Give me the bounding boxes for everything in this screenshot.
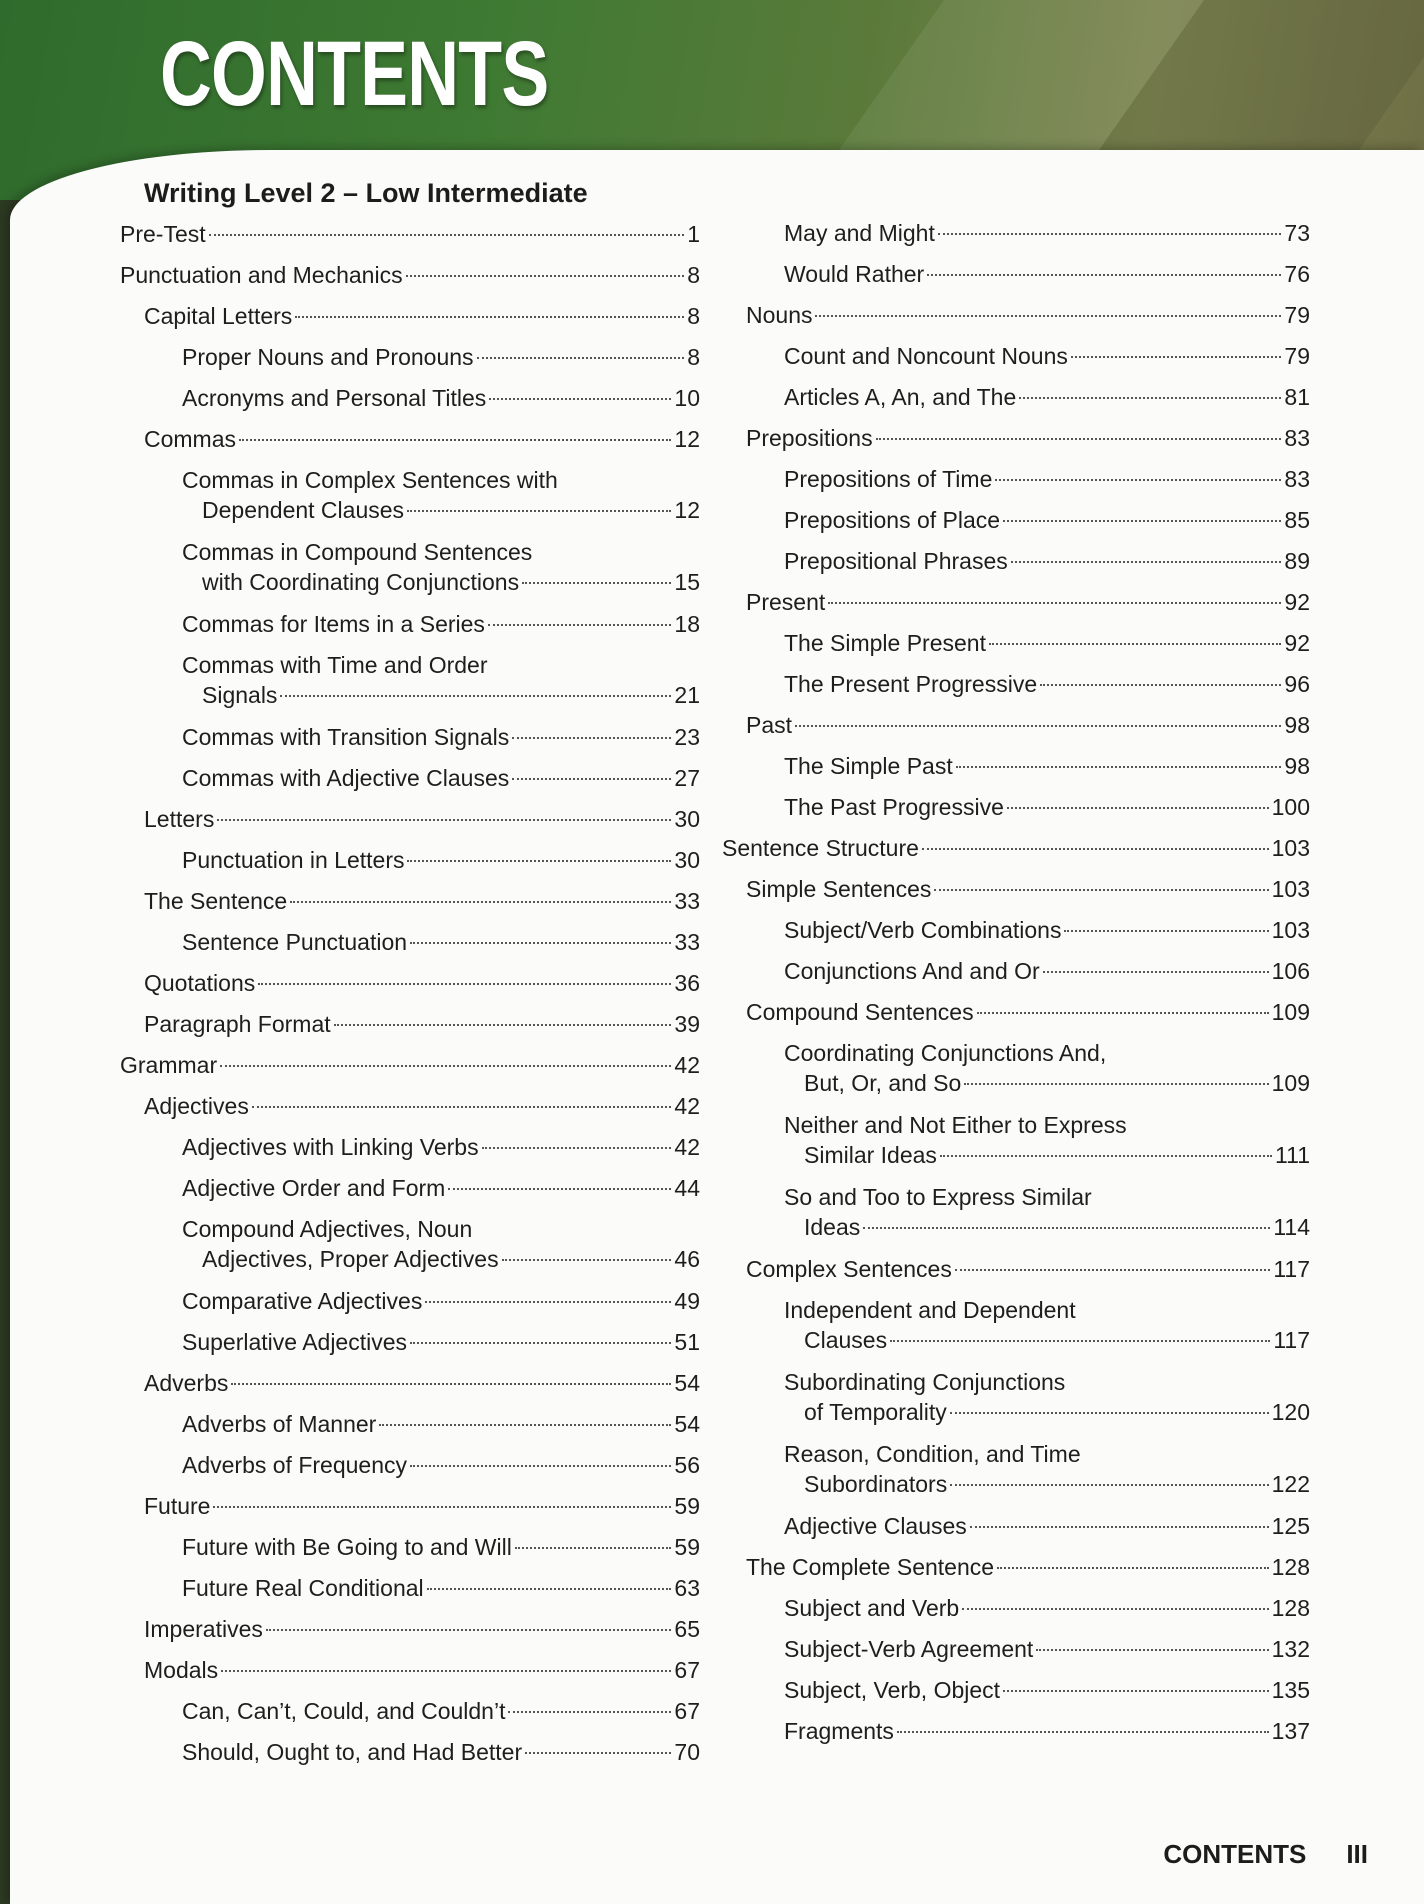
toc-page-number: 76 bbox=[1284, 261, 1310, 287]
toc-entry-title: Punctuation in Letters bbox=[182, 847, 405, 873]
page-number: III bbox=[1346, 1839, 1368, 1869]
page-title: CONTENTS bbox=[160, 23, 549, 125]
toc-entry bbox=[722, 669, 1310, 710]
toc-entry-title-continued: Similar Ideas bbox=[804, 1142, 937, 1168]
toc-right-column bbox=[722, 218, 1310, 1757]
toc-entry-title: Subordinating Conjunctions bbox=[784, 1369, 1066, 1395]
toc-entry-title: Adjectives with Linking Verbs bbox=[182, 1134, 479, 1160]
toc-page-number: 70 bbox=[674, 1739, 700, 1765]
toc-page-number: 56 bbox=[674, 1452, 700, 1478]
toc-page-number: 8 bbox=[687, 303, 700, 329]
toc-page-number: 98 bbox=[1284, 753, 1310, 779]
toc-entry bbox=[120, 1655, 700, 1696]
dot-leader bbox=[508, 1711, 671, 1713]
toc-entry-title-continued: Signals bbox=[202, 682, 278, 708]
toc-entry bbox=[722, 1593, 1310, 1634]
dot-leader bbox=[964, 1083, 1268, 1085]
toc-entry-title: Past bbox=[746, 712, 793, 738]
toc-entry-title-continued: But, Or, and So bbox=[804, 1070, 962, 1096]
toc-entry-title: Compound Adjectives, Noun bbox=[182, 1216, 473, 1242]
toc-entry bbox=[722, 833, 1310, 874]
dot-leader bbox=[407, 860, 671, 862]
dot-leader bbox=[1071, 356, 1282, 358]
toc-entry bbox=[722, 628, 1310, 669]
toc-entry-title: Adjective Order and Form bbox=[182, 1175, 446, 1201]
toc-entry-title: Subject/Verb Combinations bbox=[784, 917, 1062, 943]
toc-entry-title: Would Rather bbox=[784, 261, 925, 287]
toc-list-left bbox=[120, 219, 700, 1778]
toc-page-number: 39 bbox=[674, 1011, 700, 1037]
dot-leader bbox=[488, 624, 671, 626]
toc-page-number: 125 bbox=[1271, 1513, 1310, 1539]
toc-entry bbox=[722, 710, 1310, 751]
dot-leader bbox=[1040, 684, 1281, 686]
toc-entry bbox=[722, 1254, 1310, 1295]
toc-page-number: 85 bbox=[1284, 507, 1310, 533]
dot-leader bbox=[795, 725, 1281, 727]
toc-entry bbox=[120, 650, 700, 722]
toc-entry-title: Adverbs of Frequency bbox=[182, 1452, 408, 1478]
toc-entry-title: Sentence Punctuation bbox=[182, 929, 408, 955]
toc-entry bbox=[722, 1675, 1310, 1716]
toc-entry-title: Imperatives bbox=[144, 1616, 263, 1642]
toc-entry-title: Subject and Verb bbox=[784, 1595, 960, 1621]
toc-entry bbox=[722, 1439, 1310, 1511]
toc-entry-title: Sentence Structure bbox=[722, 835, 919, 861]
dot-leader bbox=[1036, 1649, 1268, 1651]
toc-entry-title: Subject-Verb Agreement bbox=[784, 1636, 1034, 1662]
toc-page-number: 42 bbox=[674, 1093, 700, 1119]
toc-entry-title-continued: Ideas bbox=[804, 1214, 861, 1240]
toc-entry-title: Prepositions of Time bbox=[784, 466, 993, 492]
toc-page-number: 10 bbox=[674, 385, 700, 411]
toc-entry-title: Future Real Conditional bbox=[182, 1575, 424, 1601]
dot-leader bbox=[231, 1383, 671, 1385]
toc-entry bbox=[722, 1182, 1310, 1254]
toc-entry bbox=[120, 968, 700, 1009]
toc-entry bbox=[120, 1450, 700, 1491]
toc-entry bbox=[722, 792, 1310, 833]
toc-entry bbox=[120, 342, 700, 383]
dot-leader bbox=[950, 1484, 1268, 1486]
toc-page-number: 120 bbox=[1271, 1399, 1310, 1425]
toc-page-number: 114 bbox=[1273, 1214, 1310, 1240]
toc-list-right bbox=[722, 218, 1310, 1757]
toc-entry-title: Quotations bbox=[144, 970, 256, 996]
dot-leader bbox=[995, 479, 1281, 481]
toc-entry bbox=[722, 956, 1310, 997]
toc-page-number: 42 bbox=[674, 1134, 700, 1160]
dot-leader bbox=[922, 848, 1269, 850]
toc-entry bbox=[120, 927, 700, 968]
toc-entry-title: Fragments bbox=[784, 1718, 894, 1744]
toc-entry-title: Compound Sentences bbox=[746, 999, 974, 1025]
toc-entry bbox=[120, 219, 700, 260]
toc-entry-title: Subject, Verb, Object bbox=[784, 1677, 1001, 1703]
dot-leader bbox=[955, 1269, 1270, 1271]
toc-entry bbox=[722, 423, 1310, 464]
toc-page-number: 54 bbox=[674, 1411, 700, 1437]
dot-leader bbox=[934, 889, 1268, 891]
toc-page-number: 92 bbox=[1284, 589, 1310, 615]
toc-entry-title: Capital Letters bbox=[144, 303, 293, 329]
toc-page-number: 33 bbox=[674, 929, 700, 955]
toc-page-number: 54 bbox=[674, 1370, 700, 1396]
dot-leader bbox=[482, 1147, 672, 1149]
toc-entry bbox=[120, 301, 700, 342]
toc-page-number: 12 bbox=[674, 497, 700, 523]
toc-entry-title: Nouns bbox=[746, 302, 813, 328]
dot-leader bbox=[970, 1526, 1269, 1528]
dot-leader bbox=[290, 901, 671, 903]
toc-entry bbox=[722, 464, 1310, 505]
dot-leader bbox=[410, 942, 671, 944]
toc-entry-title: Letters bbox=[144, 806, 215, 832]
toc-page-number: 109 bbox=[1271, 1070, 1310, 1096]
dot-leader bbox=[477, 357, 685, 359]
toc-entry-title: Commas with Adjective Clauses bbox=[182, 765, 510, 791]
dot-leader bbox=[221, 1670, 671, 1672]
toc-page-number: 73 bbox=[1284, 220, 1310, 246]
toc-entry bbox=[722, 546, 1310, 587]
toc-page-number: 103 bbox=[1271, 917, 1310, 943]
dot-leader bbox=[1043, 971, 1269, 973]
toc-page-number: 96 bbox=[1284, 671, 1310, 697]
toc-entry bbox=[120, 424, 700, 465]
toc-entry bbox=[722, 915, 1310, 956]
toc-page-number: 67 bbox=[674, 1657, 700, 1683]
dot-leader bbox=[927, 274, 1281, 276]
toc-entry bbox=[722, 218, 1310, 259]
toc-entry-title: The Sentence bbox=[144, 888, 288, 914]
toc-entry-title: The Present Progressive bbox=[784, 671, 1038, 697]
dot-leader bbox=[379, 1424, 671, 1426]
toc-page-number: 92 bbox=[1284, 630, 1310, 656]
toc-page-number: 15 bbox=[674, 569, 700, 595]
toc-entry bbox=[722, 751, 1310, 792]
dot-leader bbox=[977, 1012, 1269, 1014]
toc-page-number: 81 bbox=[1284, 384, 1310, 410]
toc-page-number: 67 bbox=[674, 1698, 700, 1724]
dot-leader bbox=[217, 819, 671, 821]
toc-entry-title: Simple Sentences bbox=[746, 876, 932, 902]
toc-entry bbox=[120, 1409, 700, 1450]
dot-leader bbox=[266, 1629, 672, 1631]
toc-entry bbox=[120, 845, 700, 886]
toc-page-number: 21 bbox=[674, 682, 700, 708]
toc-entry-title: Comparative Adjectives bbox=[182, 1288, 423, 1314]
toc-entry bbox=[120, 609, 700, 650]
page-footer bbox=[1163, 1839, 1368, 1870]
toc-entry-title: Coordinating Conjunctions And, bbox=[784, 1040, 1107, 1066]
dot-leader bbox=[1064, 930, 1268, 932]
toc-page-number: 132 bbox=[1271, 1636, 1310, 1662]
toc-page-number: 30 bbox=[674, 847, 700, 873]
dot-leader bbox=[220, 1065, 671, 1067]
toc-page-number: 128 bbox=[1271, 1554, 1310, 1580]
dot-leader bbox=[448, 1188, 671, 1190]
dot-leader bbox=[1011, 561, 1282, 563]
toc-page-number: 44 bbox=[674, 1175, 700, 1201]
toc-entry bbox=[722, 341, 1310, 382]
dot-leader bbox=[956, 766, 1282, 768]
toc-entry-title: Acronyms and Personal Titles bbox=[182, 385, 487, 411]
toc-entry bbox=[722, 1038, 1310, 1110]
toc-entry-title: Modals bbox=[144, 1657, 219, 1683]
toc-page-number: 27 bbox=[674, 765, 700, 791]
toc-page-number: 59 bbox=[674, 1534, 700, 1560]
toc-page-number: 36 bbox=[674, 970, 700, 996]
toc-page-number: 59 bbox=[674, 1493, 700, 1519]
toc-page-number: 122 bbox=[1271, 1471, 1310, 1497]
dot-leader bbox=[502, 1259, 672, 1261]
toc-page-number: 30 bbox=[674, 806, 700, 832]
toc-entry bbox=[722, 259, 1310, 300]
toc-entry bbox=[120, 763, 700, 804]
dot-leader bbox=[522, 582, 671, 584]
toc-page-number: 135 bbox=[1271, 1677, 1310, 1703]
dot-leader bbox=[525, 1752, 671, 1754]
toc-entry bbox=[722, 874, 1310, 915]
toc-entry bbox=[120, 465, 700, 537]
toc-entry bbox=[722, 382, 1310, 423]
toc-entry-title: The Simple Present bbox=[784, 630, 986, 656]
toc-entry bbox=[722, 1110, 1310, 1182]
toc-entry bbox=[120, 804, 700, 845]
toc-entry-title: Prepositions bbox=[746, 425, 873, 451]
toc-page-number: 49 bbox=[674, 1288, 700, 1314]
toc-entry bbox=[120, 1573, 700, 1614]
toc-entry bbox=[722, 300, 1310, 341]
dot-leader bbox=[209, 234, 685, 236]
toc-page-number: 103 bbox=[1271, 835, 1310, 861]
dot-leader bbox=[989, 643, 1281, 645]
toc-entry bbox=[120, 1737, 700, 1778]
footer-label: CONTENTS bbox=[1163, 1839, 1307, 1869]
toc-page-number: 33 bbox=[674, 888, 700, 914]
toc-page-number: 111 bbox=[1275, 1142, 1310, 1168]
toc-page-number: 79 bbox=[1284, 302, 1310, 328]
toc-page-number: 42 bbox=[674, 1052, 700, 1078]
toc-entry bbox=[120, 1327, 700, 1368]
toc-entry-title: Should, Ought to, and Had Better bbox=[182, 1739, 523, 1765]
toc-page-number: 23 bbox=[674, 724, 700, 750]
toc-entry-title: The Past Progressive bbox=[784, 794, 1004, 820]
toc-entry-title: The Complete Sentence bbox=[746, 1554, 995, 1580]
toc-entry-title: May and Might bbox=[784, 220, 935, 246]
toc-entry bbox=[120, 722, 700, 763]
toc-entry bbox=[120, 1368, 700, 1409]
toc-page-number: 89 bbox=[1284, 548, 1310, 574]
toc-entry-title: Complex Sentences bbox=[746, 1256, 952, 1282]
toc-entry-title: The Simple Past bbox=[784, 753, 953, 779]
toc-page-number: 117 bbox=[1273, 1256, 1310, 1282]
dot-leader bbox=[1003, 1690, 1269, 1692]
toc-page-number: 109 bbox=[1271, 999, 1310, 1025]
dot-leader bbox=[239, 439, 671, 441]
toc-page-number: 46 bbox=[674, 1246, 700, 1272]
toc-entry-title: Pre-Test bbox=[120, 221, 206, 247]
toc-page-number: 79 bbox=[1284, 343, 1310, 369]
toc-entry bbox=[120, 1132, 700, 1173]
toc-entry-title: Neither and Not Either to Express bbox=[784, 1112, 1127, 1138]
toc-entry bbox=[120, 537, 700, 609]
dot-leader bbox=[515, 1547, 672, 1549]
dot-leader bbox=[489, 398, 671, 400]
dot-leader bbox=[406, 275, 685, 277]
toc-entry bbox=[722, 1716, 1310, 1757]
toc-entry bbox=[722, 1367, 1310, 1439]
toc-entry-title: Future bbox=[144, 1493, 211, 1519]
dot-leader bbox=[828, 602, 1281, 604]
toc-page-number: 117 bbox=[1273, 1327, 1310, 1353]
toc-entry-title: Reason, Condition, and Time bbox=[784, 1441, 1081, 1467]
dot-leader bbox=[815, 315, 1281, 317]
toc-entry bbox=[120, 1696, 700, 1737]
toc-entry bbox=[722, 1552, 1310, 1593]
toc-entry bbox=[120, 1050, 700, 1091]
toc-entry-title: Articles A, An, and The bbox=[784, 384, 1017, 410]
toc-entry bbox=[120, 260, 700, 301]
toc-entry-title-continued: Dependent Clauses bbox=[202, 497, 405, 523]
toc-entry-title: Count and Noncount Nouns bbox=[784, 343, 1068, 369]
dot-leader bbox=[863, 1227, 1270, 1229]
toc-entry bbox=[722, 587, 1310, 628]
toc-page-number: 98 bbox=[1284, 712, 1310, 738]
toc-page-number: 18 bbox=[674, 611, 700, 637]
toc-entry-title: Adjective Clauses bbox=[784, 1513, 967, 1539]
toc-entry bbox=[120, 383, 700, 424]
toc-entry-title: Prepositional Phrases bbox=[784, 548, 1008, 574]
toc-entry-title: Proper Nouns and Pronouns bbox=[182, 344, 474, 370]
toc-entry bbox=[722, 1511, 1310, 1552]
dot-leader bbox=[425, 1301, 671, 1303]
toc-entry-title-continued: Subordinators bbox=[804, 1471, 948, 1497]
toc-entry bbox=[120, 1532, 700, 1573]
toc-page-number: 103 bbox=[1271, 876, 1310, 902]
dot-leader bbox=[410, 1465, 671, 1467]
dot-leader bbox=[950, 1412, 1269, 1414]
toc-entry-title: Superlative Adjectives bbox=[182, 1329, 408, 1355]
toc-entry-title: Commas for Items in a Series bbox=[182, 611, 485, 637]
dot-leader bbox=[512, 778, 671, 780]
dot-leader bbox=[1019, 397, 1281, 399]
dot-leader bbox=[213, 1506, 671, 1508]
toc-entry-title: Can, Can’t, Could, and Couldn’t bbox=[182, 1698, 506, 1724]
toc-page-number: 51 bbox=[674, 1329, 700, 1355]
toc-entry bbox=[120, 1614, 700, 1655]
dot-leader bbox=[258, 983, 671, 985]
dot-leader bbox=[427, 1588, 672, 1590]
toc-entry-title: Adjectives bbox=[144, 1093, 249, 1119]
dot-leader bbox=[890, 1340, 1270, 1342]
toc-entry bbox=[120, 886, 700, 927]
toc-entry-title: Present bbox=[746, 589, 826, 615]
section-heading: Writing Level 2 – Low Intermediate bbox=[144, 178, 588, 208]
toc-left-column bbox=[120, 178, 700, 1778]
dot-leader bbox=[295, 316, 684, 318]
dot-leader bbox=[407, 510, 671, 512]
toc-page-number: 128 bbox=[1271, 1595, 1310, 1621]
toc-entry-title: Punctuation and Mechanics bbox=[120, 262, 403, 288]
toc-page-number: 63 bbox=[674, 1575, 700, 1601]
toc-page-number: 100 bbox=[1271, 794, 1310, 820]
toc-entry-title: Grammar bbox=[120, 1052, 218, 1078]
toc-page-number: 8 bbox=[687, 344, 700, 370]
toc-entry-title: Adverbs of Manner bbox=[182, 1411, 377, 1437]
toc-page-number: 1 bbox=[687, 221, 700, 247]
toc-entry bbox=[120, 1009, 700, 1050]
dot-leader bbox=[410, 1342, 671, 1344]
toc-page-number: 137 bbox=[1271, 1718, 1310, 1744]
toc-entry-title: Commas in Compound Sentences bbox=[182, 539, 533, 565]
toc-entry-title-continued: Adjectives, Proper Adjectives bbox=[202, 1246, 499, 1272]
toc-entry bbox=[120, 1214, 700, 1286]
dot-leader bbox=[280, 695, 671, 697]
toc-entry bbox=[120, 1286, 700, 1327]
toc-entry-title: Commas bbox=[144, 426, 237, 452]
toc-entry bbox=[120, 1091, 700, 1132]
toc-entry-title: Adverbs bbox=[144, 1370, 229, 1396]
toc-entry-title: Future with Be Going to and Will bbox=[182, 1534, 512, 1560]
toc-entry-title-continued: with Coordinating Conjunctions bbox=[202, 569, 520, 595]
dot-leader bbox=[962, 1608, 1268, 1610]
toc-entry bbox=[722, 997, 1310, 1038]
toc-page-number: 106 bbox=[1271, 958, 1310, 984]
dot-leader bbox=[334, 1024, 672, 1026]
toc-page-number: 83 bbox=[1284, 425, 1310, 451]
toc-entry-title: Independent and Dependent bbox=[784, 1297, 1076, 1323]
toc-entry-title: So and Too to Express Similar bbox=[784, 1184, 1092, 1210]
toc-entry-title-continued: Clauses bbox=[804, 1327, 888, 1353]
toc-entry-title: Commas with Time and Order bbox=[182, 652, 488, 678]
toc-entry-title: Paragraph Format bbox=[144, 1011, 331, 1037]
toc-entry-title: Conjunctions And and Or bbox=[784, 958, 1040, 984]
dot-leader bbox=[1003, 520, 1281, 522]
dot-leader bbox=[938, 233, 1282, 235]
dot-leader bbox=[252, 1106, 672, 1108]
toc-entry-title: Prepositions of Place bbox=[784, 507, 1001, 533]
dot-leader bbox=[997, 1567, 1269, 1569]
dot-leader bbox=[940, 1155, 1272, 1157]
dot-leader bbox=[512, 737, 671, 739]
toc-entry-title: Commas in Complex Sentences with bbox=[182, 467, 558, 493]
toc-page-number: 83 bbox=[1284, 466, 1310, 492]
toc-entry bbox=[722, 1295, 1310, 1367]
toc-entry-title: Commas with Transition Signals bbox=[182, 724, 510, 750]
toc-entry bbox=[722, 1634, 1310, 1675]
toc-page-number: 65 bbox=[674, 1616, 700, 1642]
toc-entry-title-continued: of Temporality bbox=[804, 1399, 947, 1425]
dot-leader bbox=[1007, 807, 1269, 809]
toc-entry bbox=[120, 1491, 700, 1532]
toc-entry bbox=[722, 505, 1310, 546]
toc-page-number: 12 bbox=[674, 426, 700, 452]
dot-leader bbox=[876, 438, 1282, 440]
dot-leader bbox=[897, 1731, 1269, 1733]
toc-page-number: 8 bbox=[687, 262, 700, 288]
toc-entry bbox=[120, 1173, 700, 1214]
